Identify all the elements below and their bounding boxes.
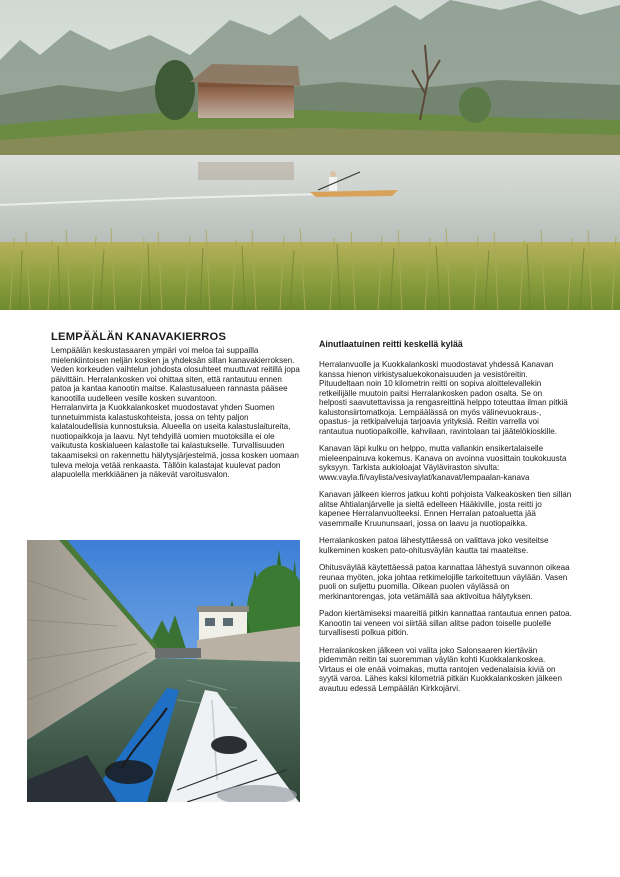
- right-column: [319, 339, 572, 701]
- paragraph-after-rapids: Herralankosken jälkeen voi valita joko Salonsaaren kiertävän pidemmän reitin tai suoremman väylän kohti Kuokkalankoskea. Virtaus ei ole enää voimakas, mutta rantojen vedenalaisia kiviä on syytä varoa. Lähes kaksi kilometriä pitkän Kuokkalankosken jälkeen avautuu edessä Lempäälän Kirkkojärvi.: [319, 645, 562, 693]
- paragraph-land-route: Padon kiertämiseksi maareitiä pitkin kannattaa rantautua ennen patoa. Kanootin tai veneen voi siirtää sillan alitse padon toiselle puolelle turvallisesti polkua pitkin.: [319, 609, 572, 637]
- section-subtitle: Ainutlaatuinen reitti keskellä kylää: [319, 339, 463, 349]
- paragraph-canal-passage: Kanavan läpi kulku on helppo, mutta vallankin ensikertalaiselle mieleenpainuva kokemus. Kanava on avoinna vuosittain toukokuusta syksyyn. Tarkista aukioloajat Väyläviraston sivulta: www.vayla.fi/vaylista/vesivaylat/kanavat/lempaalan-kanava: [319, 444, 567, 482]
- canal-photo: [27, 540, 300, 802]
- paragraph-route-north: Kanavan jälkeen kierros jatkuu kohti pohjoista Valkeakosken tien sillan alitse Ahtialanjärvelle ja sieltä edelleen Hääkiville, josta reitti jo kapenee Herralanvuolteeksi. Ennen Herralan patoaluetta jää vasemmalle Kruununsaari, jossa on laavu ja nuotiopaikka.: [319, 490, 572, 528]
- paragraph-bypass-channel: Ohitusväylää käytettäessä patoa kannattaa lähestyä suvannon oikeaa reunaa myöten, joka johtaa retkimelojille tarkoitettuun väylään. Vasen puoli on suljettu puomilla. Oikean puolen väylässä on merkinantorengas, jota vetämällä saa aktivoitua hälytyksen.: [319, 563, 570, 601]
- hero-photo: [0, 0, 620, 310]
- article-title: LEMPÄÄLÄN KANAVAKIERROS: [51, 331, 227, 343]
- intro-text: Lempäälän keskustasaaren ympäri voi meloa tai suppailla mielenkiintoisen neljän kosken ja yhdeksän sillan kanavakierroksen. Veden korkeuden vaihtelun johdosta olosuhteet muuttuvat reitillä jopa päivittäin. Herralankosken voi ohittaa siten, että rantautuu ennen patoa ja kantaa kanootin maitse. Kalastusalueen rannasta pääsee kanootilla uudelleen vesille kosken suvantoon. Herralanvirta ja Kuokkalankosket muodostavat yhden Suomen tunnetuimmista kalastuskohteista, jossa on tehty paljon kalataloudellisia kunnostuksia. Alueella on useita kalastuslaitureita, nuotiopaikkoja ja laavu. Nyt tehdyillä uomien muotoksilla ei ole vaikutusta koskialueen kalastolle tai kalastukselle. Turvallisuuden takaamiseksi on rakennettu hälytysjärjestelmä, jossa kosken uomaan tuleva meloja vetää renkaasta. Tällöin kalastajat kuulevat padon alapuolella merkkiäänen ja näkevät varoitusvalon.: [51, 346, 300, 480]
- lake-landscape-image: [0, 0, 620, 310]
- left-column: [51, 331, 304, 480]
- paragraph-dam-approach: Herralankosken patoa lähestyttäessä on valittava joko vesiteitse kulkeminen kosken pato-ohitusväylän kautta tai maateitse.: [319, 536, 549, 555]
- paragraph-route-overview: Herralanvuolle ja Kuokkalankoski muodostavat yhdessä Kanavan kanssa hienon virkistysaluekokonaisuuden ja vesistöreitin. Pituudeltaan noin 10 kilometrin reitti on sopiva aloittelevallekin retkeilijälle muutoin paitsi Herralankosken padon osalta. Se on helposti saavutettavissa ja rengasreittinä helppo toteuttaa ilman pitkiä kalustonsiirtomatkoja. Lempäälässä on myös välinevuokraus-, opastus- ja retkipalveluja tarjoavia yrityksiä. Reitin varrella voi rantautua nuotiopaikoille, kahvilaan, ravintolaan tai jäätelökioskille.: [319, 360, 568, 436]
- kayaks-in-lock-image: [27, 540, 300, 802]
